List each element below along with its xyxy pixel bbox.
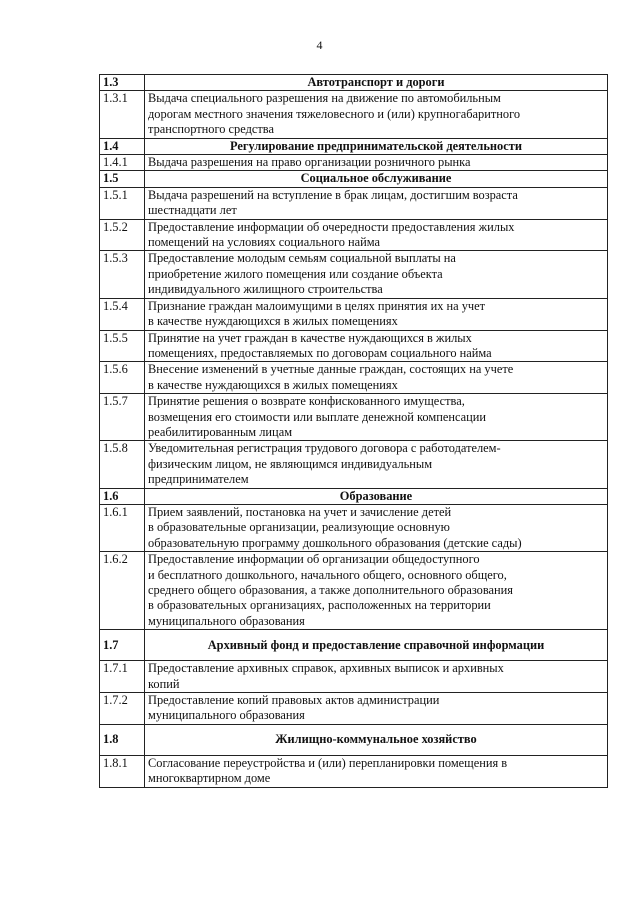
section-title: Социальное обслуживание	[145, 171, 608, 187]
service-description	[145, 755, 608, 787]
section-title: Регулирование предпринимательской деятельности	[145, 138, 608, 154]
section-number: 1.5	[100, 171, 145, 187]
service-number: 1.4.1	[100, 155, 145, 171]
description-line: Предоставление копий правовых актов администрации	[148, 693, 440, 708]
service-description	[145, 362, 608, 394]
service-number: 1.5.7	[100, 394, 145, 441]
description-line: дорогам местного значения тяжеловесного и (или) крупногабаритного	[148, 106, 521, 121]
description-line: Предоставление информации об очередности предоставления жилых	[148, 219, 515, 234]
description-line: Согласование переустройства и (или) перепланировки помещения в	[148, 755, 508, 770]
service-number: 1.5.4	[100, 298, 145, 330]
description-line: муниципального образования	[148, 708, 305, 723]
service-row	[100, 251, 608, 298]
service-row	[100, 661, 608, 693]
description-line: Предоставление молодым семьям социальной выплаты на	[148, 251, 456, 266]
description-line: помещений на условиях социального найма	[148, 235, 381, 250]
description-line: в качестве нуждающихся в жилых помещениях	[148, 314, 398, 329]
service-description	[145, 91, 608, 138]
section-title: Жилищно-коммунальное хозяйство	[145, 724, 608, 755]
description-line: муниципального образования	[148, 613, 305, 628]
section-row	[100, 75, 608, 91]
service-number: 1.6.1	[100, 504, 145, 551]
service-row	[100, 187, 608, 219]
service-description	[145, 155, 608, 171]
section-row	[100, 138, 608, 154]
description-line: возмещения его стоимости или выплате денежной компенсации	[148, 409, 487, 424]
description-line: приобретение жилого помещения или создание объекта	[148, 266, 443, 281]
service-row	[100, 755, 608, 787]
description-line: индивидуального жилищного строительства	[148, 282, 383, 297]
description-line: Внесение изменений в учетные данные граждан, состоящих на учете	[148, 362, 514, 377]
description-line: образовательную программу дошкольного образования (детские сады)	[148, 535, 522, 550]
service-number: 1.6.2	[100, 552, 145, 630]
services-table	[99, 74, 608, 788]
service-row	[100, 552, 608, 630]
service-row	[100, 394, 608, 441]
description-line: Принятие на учет граждан в качестве нуждающихся в жилых	[148, 330, 472, 345]
section-number: 1.6	[100, 488, 145, 504]
service-number: 1.8.1	[100, 755, 145, 787]
description-line: Уведомительная регистрация трудового договора с работодателем-	[148, 441, 501, 456]
service-number: 1.5.8	[100, 441, 145, 488]
section-row	[100, 724, 608, 755]
description-line: в образовательных организациях, расположенных на территории	[148, 598, 491, 613]
service-description	[145, 219, 608, 251]
service-description	[145, 394, 608, 441]
service-row	[100, 441, 608, 488]
services-table-body	[100, 75, 608, 788]
description-line: помещениях, предоставляемых по договорам социального найма	[148, 345, 492, 360]
service-description	[145, 552, 608, 630]
section-row	[100, 488, 608, 504]
service-row	[100, 298, 608, 330]
section-number: 1.3	[100, 75, 145, 91]
description-line: Выдача разрешений на вступление в брак лицам, достигшим возраста	[148, 187, 518, 202]
service-number: 1.5.5	[100, 330, 145, 362]
description-line: Предоставление архивных справок, архивных выписок и архивных	[148, 661, 504, 676]
section-row	[100, 630, 608, 661]
description-line: в образовательные организации, реализующие основную	[148, 520, 450, 535]
description-line: предпринимателем	[148, 472, 249, 487]
section-title: Архивный фонд и предоставление справочной информации	[145, 630, 608, 661]
section-number: 1.4	[100, 138, 145, 154]
service-number: 1.3.1	[100, 91, 145, 138]
page-number: 4	[316, 38, 323, 52]
description-line: шестнадцати лет	[148, 203, 237, 218]
description-line: копий	[148, 676, 180, 691]
description-line: транспортного средства	[148, 122, 274, 137]
service-number: 1.7.1	[100, 661, 145, 693]
service-description	[145, 504, 608, 551]
section-row	[100, 171, 608, 187]
service-description	[145, 441, 608, 488]
description-line: среднего общего образования, а также дополнительного образования	[148, 583, 513, 597]
service-description	[145, 661, 608, 693]
service-number: 1.5.3	[100, 251, 145, 298]
service-description	[145, 298, 608, 330]
section-title: Автотранспорт и дороги	[145, 75, 608, 91]
description-line: Предоставление информации об организации общедоступного	[148, 552, 480, 567]
service-number: 1.7.2	[100, 693, 145, 725]
service-row	[100, 219, 608, 251]
service-row	[100, 504, 608, 551]
service-description	[145, 187, 608, 219]
description-line: Выдача специального разрешения на движение по автомобильным	[148, 91, 501, 106]
service-number: 1.5.1	[100, 187, 145, 219]
service-description	[145, 330, 608, 362]
section-title: Образование	[145, 488, 608, 504]
description-line: Прием заявлений, постановка на учет и зачисление детей	[148, 504, 452, 519]
section-number: 1.7	[100, 630, 145, 661]
service-row	[100, 362, 608, 394]
description-line: Принятие решения о возврате конфискованного имущества,	[148, 394, 465, 409]
description-line: реабилитированным лицам	[148, 424, 293, 439]
service-row	[100, 693, 608, 725]
description-line: в качестве нуждающихся в жилых помещениях	[148, 377, 398, 392]
section-number: 1.8	[100, 724, 145, 755]
description-line: Выдача разрешения на право организации розничного рынка	[148, 155, 471, 170]
description-line: и бесплатного дошкольного, начального общего, основного общего,	[148, 567, 507, 582]
service-number: 1.5.2	[100, 219, 145, 251]
service-description	[145, 693, 608, 725]
service-row	[100, 91, 608, 138]
service-row	[100, 330, 608, 362]
service-description	[145, 251, 608, 298]
service-row	[100, 155, 608, 171]
service-number: 1.5.6	[100, 362, 145, 394]
description-line: Признание граждан малоимущими в целях принятия их на учет	[148, 298, 486, 313]
description-line: многоквартирном доме	[148, 771, 271, 786]
description-line: физическим лицом, не являющимся индивидуальным	[148, 456, 433, 471]
